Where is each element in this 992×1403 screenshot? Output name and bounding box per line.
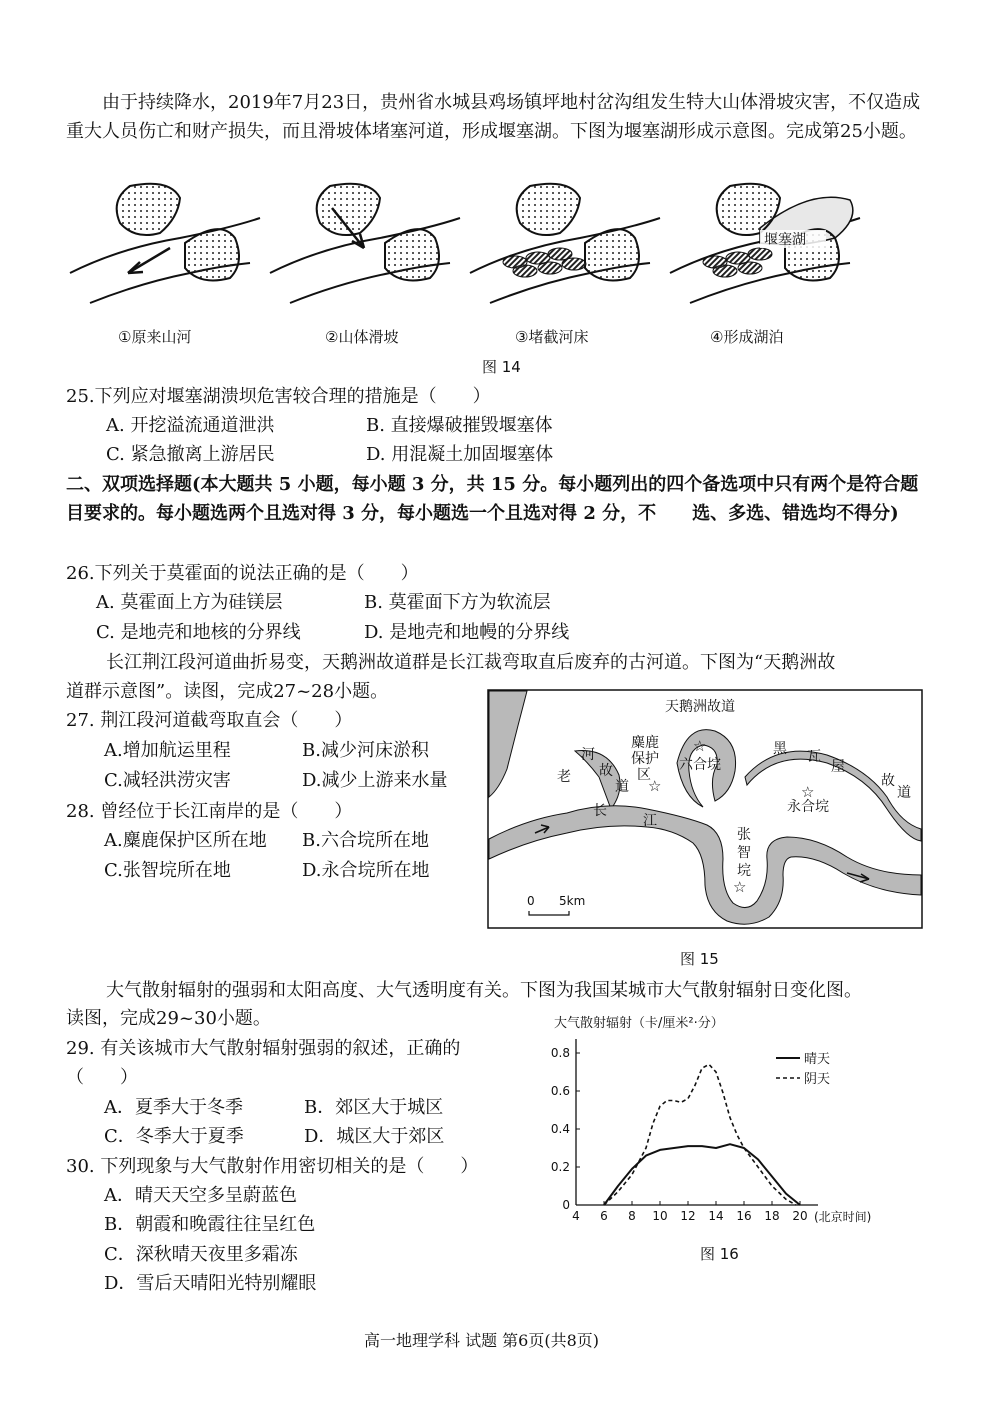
q27-option-d: D.减少上游来水量	[302, 770, 448, 791]
q28-option-a: A.麋鹿保护区所在地	[104, 830, 267, 851]
intro-paragraph-1: 由于持续降水，2019年7月23日，贵州省水城县鸡场镇坪地村岔沟组发生特大山体滑坡灾害，不仅造成重大人员伤亡和财产损失，而且滑坡体堵塞河道，形成堰塞湖。下图为堰塞湖形成示意图。完成第25小题。	[66, 92, 921, 142]
label-milu-1: 麋鹿	[631, 735, 659, 751]
chart-legend	[776, 1051, 830, 1087]
label-milu-2: 保护	[631, 751, 659, 767]
figure-15-caption: 图 15	[680, 950, 719, 968]
chart-y-tick-label: 0	[562, 1198, 570, 1212]
chart-x-tick-label: 16	[736, 1209, 752, 1223]
q29-option-c: C．冬季大于夏季	[104, 1126, 244, 1147]
panel-blocked-riverbed	[470, 184, 660, 303]
q28-stem: 28. 曾经位于长江南岸的是（ ）	[66, 801, 353, 822]
q25-option-d: D. 用混凝土加固堰塞体	[366, 444, 554, 465]
svg-text:☆: ☆	[801, 783, 815, 801]
panel-label-1: ①原来山河	[118, 328, 192, 346]
label-yonghe: 永合垸	[787, 799, 829, 815]
label-liuhe: 六合垸	[679, 757, 721, 773]
intro-paragraph-3b: 读图，完成29~30小题。	[66, 1008, 271, 1029]
chart-x-tick-label: 10	[652, 1209, 668, 1223]
q26-option-c: C. 是地壳和地核的分界线	[96, 622, 301, 643]
chart-ylabel: 大气散射辐射（卡/厘米²·分）	[554, 1016, 724, 1031]
q27-option-b: B.减少河床淤积	[302, 740, 429, 761]
panel-original-river	[70, 184, 260, 303]
label-dao: 道	[615, 779, 629, 795]
figure-15-tianezhou-map	[487, 689, 923, 929]
panel-landslide	[270, 184, 460, 303]
label-wu: 屋	[831, 759, 845, 775]
chart-x-tick-label: 8	[628, 1209, 636, 1223]
series-line-cloudy	[604, 1064, 796, 1205]
label-hei: 黑	[773, 741, 787, 757]
figure-16-scattered-radiation-chart	[540, 1010, 892, 1225]
svg-text:☆: ☆	[733, 878, 747, 896]
label-wa: 瓦	[807, 749, 821, 765]
q30-stem: 30. 下列现象与大气散射作用密切相关的是（ ）	[66, 1156, 479, 1177]
lake-label: 堰塞湖	[764, 232, 806, 248]
scale-zero: 0	[527, 894, 535, 908]
label-yuan: 垸	[737, 863, 751, 879]
q29-option-d: D．城区大于郊区	[304, 1126, 445, 1147]
intro-paragraph-2b: 道群示意图”。读图，完成27~28小题。	[66, 681, 389, 702]
q27-stem: 27. 荆江段河道截弯取直会（ ）	[66, 710, 353, 731]
figure-16-caption: 图 16	[700, 1245, 739, 1263]
q30-option-b: B．朝霞和晚霞往往呈红色	[104, 1214, 316, 1235]
panel-label-2: ②山体滑坡	[325, 328, 399, 346]
series-line-sunny	[604, 1144, 800, 1205]
map-title: 天鹅洲故道	[665, 699, 735, 715]
q29-option-b: B．郊区大于城区	[304, 1097, 444, 1118]
section-2-heading: 二、双项选择题(本大题共 5 小题，每小题 3 分，共 15 分。每小题列出的四个备选项中只有两个是符合题目要求的。每小题选两个且选对得 3 分，每小题选一个且选对得 2 分，不 选、多选、错选均不得分)	[66, 474, 919, 524]
q30-option-d: D．雪后天晴阳光特别耀眼	[104, 1273, 317, 1294]
chart-x-tick-label: 12	[680, 1209, 696, 1223]
q25-option-b: B. 直接爆破摧毁堰塞体	[366, 415, 553, 436]
q27-option-a: A.增加航运里程	[104, 740, 231, 761]
panel-label-3: ③堵截河床	[515, 328, 589, 346]
q27-option-c: C.减轻洪涝灾害	[104, 770, 231, 791]
chart-x-tick-label: 18	[764, 1209, 780, 1223]
chart-y-tick-label: 0.6	[550, 1084, 570, 1098]
label-dao2: 道	[897, 785, 911, 801]
intro-paragraph-3a: 大气散射辐射的强弱和太阳高度、大气透明度有关。下图为我国某城市大气散射辐射日变化图。	[106, 980, 862, 1001]
intro-paragraph-2a: 长江荆江段河道曲折易变，天鹅洲故道群是长江裁弯取直后废弃的古河道。下图为“天鹅洲故	[106, 652, 836, 673]
q29-paren: （ ）	[66, 1067, 138, 1088]
page-footer: 高一地理学科 试题 第6页(共8页)	[364, 1331, 600, 1350]
label-zhang: 张	[737, 827, 751, 843]
chart-y-tick-label: 0.8	[550, 1046, 570, 1060]
label-he: 河	[581, 747, 595, 763]
panel-lake-formed	[670, 184, 860, 303]
label-zhi: 智	[737, 845, 751, 861]
chart-y-tick-label: 0.4	[550, 1122, 570, 1136]
q28-option-b: B.六合垸所在地	[302, 830, 429, 851]
figure-14-landslide-dam	[60, 178, 940, 358]
q29-stem: 29. 有关该城市大气散射辐射强弱的叙述，正确的	[66, 1038, 461, 1059]
label-gu2: 故	[881, 773, 895, 789]
chart-xlabel: (北京时间)	[814, 1210, 872, 1224]
chart-x-tick-label: 6	[600, 1209, 608, 1223]
q26-stem: 26.下列关于莫霍面的说法正确的是（ ）	[66, 563, 419, 584]
label-chang: 长	[593, 803, 607, 819]
q29-option-a: A．夏季大于冬季	[104, 1097, 243, 1118]
q26-option-d: D. 是地壳和地幔的分界线	[364, 622, 570, 643]
chart-x-tick-label: 14	[708, 1209, 724, 1223]
scale-5km: 5km	[559, 894, 586, 908]
label-jiang: 江	[643, 813, 657, 829]
label-lao: 老	[557, 769, 571, 785]
chart-x-tick-label: 20	[792, 1209, 808, 1223]
label-milu-3: 区	[637, 767, 651, 783]
figure-14-caption: 图 14	[482, 358, 521, 376]
panel-label-4: ④形成湖泊	[710, 328, 784, 346]
q26-option-a: A. 莫霍面上方为硅镁层	[96, 592, 283, 613]
q30-option-c: C．深秋晴天夜里多霜冻	[104, 1244, 298, 1265]
legend-sunny: 晴天	[804, 1052, 831, 1067]
chart-x-tick-label: 4	[572, 1209, 580, 1223]
svg-text:☆: ☆	[648, 777, 662, 795]
q25-stem: 25.下列应对堰塞湖溃坝危害较合理的措施是（ ）	[66, 386, 491, 407]
q26-option-b: B. 莫霍面下方为软流层	[364, 592, 551, 613]
q28-option-c: C.张智垸所在地	[104, 860, 231, 881]
label-gu: 故	[599, 763, 613, 779]
svg-text:☆: ☆	[693, 737, 707, 755]
q25-option-a: A. 开挖溢流通道泄洪	[106, 415, 275, 436]
q25-option-c: C. 紧急撤离上游居民	[106, 444, 275, 465]
q30-option-a: A．晴天天空多呈蔚蓝色	[104, 1185, 297, 1206]
legend-cloudy: 阴天	[804, 1072, 831, 1087]
chart-y-tick-label: 0.2	[550, 1160, 570, 1174]
q28-option-d: D.永合垸所在地	[302, 860, 430, 881]
